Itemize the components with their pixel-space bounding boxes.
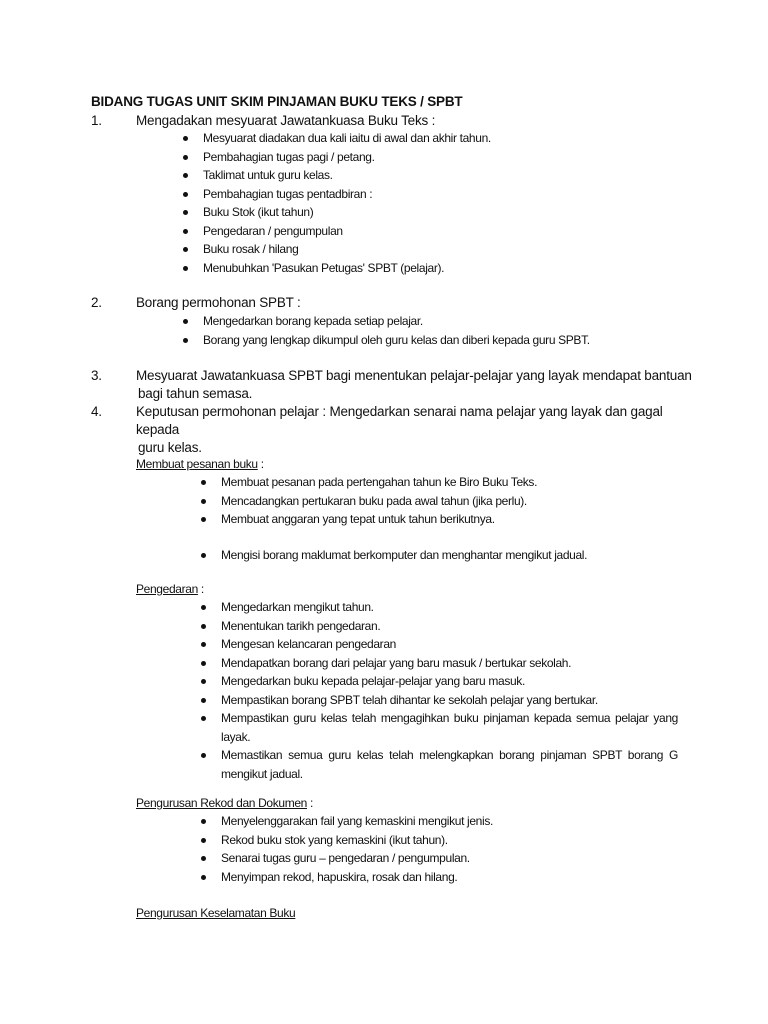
bullet-icon <box>183 247 188 252</box>
bullet-icon <box>201 642 206 647</box>
bullet-icon <box>183 319 188 324</box>
document-title: BIDANG TUGAS UNIT SKIM PINJAMAN BUKU TEKS / SPBT <box>91 94 463 109</box>
section-3-text-line1: Mesyuarat Jawatankuasa SPBT bagi menentukan pelajar-pelajar yang layak mendapat bantuan <box>136 368 692 383</box>
list-item: Mencadangkan pertukaran buku pada awal tahun (jika perlu). <box>201 492 681 511</box>
bullet-icon <box>201 838 206 843</box>
list-item: Senarai tugas guru – pengedaran / pengumpulan. <box>201 849 681 868</box>
list-item: Pengedaran / pengumpulan <box>183 222 703 241</box>
list-item: Buku rosak / hilang <box>183 240 703 259</box>
bullet-icon <box>183 266 188 271</box>
pengedaran-bullets <box>201 598 678 783</box>
list-item: Mengedarkan buku kepada pelajar-pelajar yang baru masuk. <box>201 672 678 691</box>
bullet-icon <box>201 679 206 684</box>
list-item: Mengesan kelancaran pengedaran <box>201 635 678 654</box>
keselamatan-heading: Pengurusan Keselamatan Buku <box>136 906 296 920</box>
rekod-heading: Pengurusan Rekod dan Dokumen : <box>136 796 313 810</box>
list-item: Membuat pesanan pada pertengahan tahun ke Biro Buku Teks. <box>201 473 681 492</box>
bullet-icon <box>183 173 188 178</box>
list-item: Taklimat untuk guru kelas. <box>183 166 703 185</box>
list-item: Pembahagian tugas pagi / petang. <box>183 148 703 167</box>
list-item: Mengisi borang maklumat berkomputer dan menghantar mengikut jadual. <box>201 546 681 565</box>
list-item: Mengedarkan borang kepada setiap pelajar. <box>183 312 703 331</box>
section-1-bullets <box>183 129 703 277</box>
list-item: Pembahagian tugas pentadbiran : <box>183 185 703 204</box>
section-1 <box>91 112 691 130</box>
section-4-number: 4. <box>91 404 102 419</box>
bullet-icon <box>201 624 206 629</box>
list-item: Borang yang lengkap dikumpul oleh guru kelas dan diberi kepada guru SPBT. <box>183 331 703 350</box>
list-item: Buku Stok (ikut tahun) <box>183 203 703 222</box>
list-item: Rekod buku stok yang kemaskini (ikut tahun). <box>201 831 681 850</box>
bullet-icon <box>201 499 206 504</box>
bullet-icon <box>183 210 188 215</box>
section-4-text-line1: Keputusan permohonan pelajar : Mengedarkan senarai nama pelajar yang layak dan gagal kepada <box>136 404 663 437</box>
bullet-icon <box>201 605 206 610</box>
bullet-icon <box>201 517 206 522</box>
section-1-number: 1. <box>91 113 102 128</box>
bullet-icon <box>183 136 188 141</box>
list-item: Mempastikan borang SPBT telah dihantar ke sekolah pelajar yang bertukar. <box>201 691 678 710</box>
bullet-icon <box>201 553 206 558</box>
list-item: Memastikan semua guru kelas telah melengkapkan borang pinjaman SPBT borang G mengikut jadual. <box>201 746 678 783</box>
list-item: Mempastikan guru kelas telah mengagihkan buku pinjaman kepada semua pelajar yang layak. <box>201 709 678 746</box>
bullet-icon <box>183 155 188 160</box>
pesanan-heading: Membuat pesanan buku : <box>136 457 264 471</box>
pesanan-bullets <box>201 473 681 529</box>
pengedaran-heading: Pengedaran : <box>136 582 204 596</box>
rekod-bullets <box>201 812 681 886</box>
section-2-text: Borang permohonan SPBT : <box>136 295 301 310</box>
bullet-icon <box>183 338 188 343</box>
list-item: Menubuhkan 'Pasukan Petugas' SPBT (pelajar). <box>183 259 703 278</box>
bullet-icon <box>183 229 188 234</box>
list-item: Menyelenggarakan fail yang kemaskini mengikut jenis. <box>201 812 681 831</box>
list-item: Menentukan tarikh pengedaran. <box>201 617 678 636</box>
bullet-icon <box>201 716 206 721</box>
list-item: Membuat anggaran yang tepat untuk tahun berikutnya. <box>201 510 681 529</box>
section-2-number: 2. <box>91 295 102 310</box>
section-4 <box>91 403 711 455</box>
list-item: Mengedarkan mengikut tahun. <box>201 598 678 617</box>
section-3 <box>91 367 711 403</box>
section-4-text-line2: guru kelas. <box>138 440 202 455</box>
list-item: Menyimpan rekod, hapuskira, rosak dan hilang. <box>201 868 681 887</box>
list-item: Mesyuarat diadakan dua kali iaitu di awal dan akhir tahun. <box>183 129 703 148</box>
section-3-number: 3. <box>91 368 102 383</box>
bullet-icon <box>201 698 206 703</box>
bullet-icon <box>201 480 206 485</box>
bullet-icon <box>201 661 206 666</box>
section-2 <box>91 294 691 312</box>
section-2-bullets <box>183 312 703 349</box>
section-1-text: Mengadakan mesyuarat Jawatankuasa Buku Teks : <box>136 113 436 128</box>
bullet-icon <box>201 875 206 880</box>
pesanan-extra-bullet <box>201 546 681 565</box>
bullet-icon <box>201 819 206 824</box>
list-item: Mendapatkan borang dari pelajar yang baru masuk / bertukar sekolah. <box>201 654 678 673</box>
section-3-text-line2: bagi tahun semasa. <box>138 386 253 401</box>
bullet-icon <box>183 192 188 197</box>
bullet-icon <box>201 753 206 758</box>
bullet-icon <box>201 856 206 861</box>
